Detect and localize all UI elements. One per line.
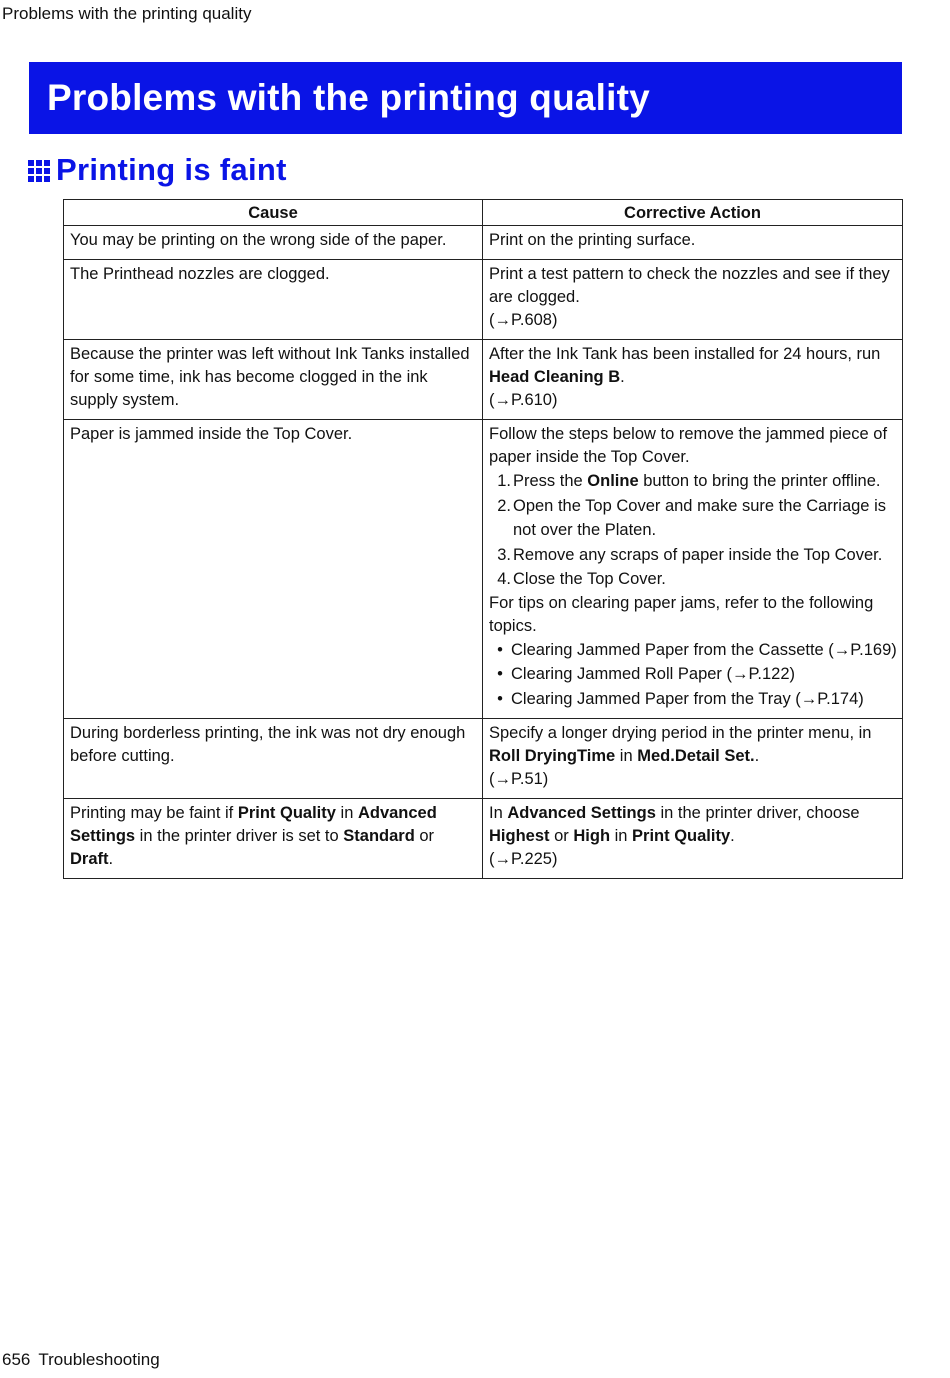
setting-term: Print Quality: [632, 827, 731, 845]
action-cell: [483, 340, 903, 420]
action-text-part: in: [615, 747, 638, 765]
setting-term: Highest: [489, 827, 550, 845]
list-item: [489, 638, 897, 663]
cause-text-part: in: [335, 804, 358, 822]
table-row: [64, 799, 903, 879]
action-text-part: .: [730, 827, 735, 845]
list-item: [489, 662, 897, 687]
table-row: [64, 226, 903, 260]
cause-cell: [64, 340, 483, 420]
bullet-icon: •: [497, 689, 503, 708]
table-header-row: [64, 200, 903, 226]
action-text: [489, 802, 897, 848]
action-text: [489, 343, 897, 389]
list-item: [489, 567, 897, 592]
step-text: Close the Top Cover.: [513, 570, 666, 588]
action-cell: [483, 226, 903, 260]
page-reference-link[interactable]: (→P.608): [489, 311, 558, 329]
action-text-part: in: [610, 827, 633, 845]
cause-action-table: [63, 199, 903, 879]
step-number: 3.: [497, 545, 511, 564]
setting-term: High: [573, 827, 611, 845]
step-text: Remove any scraps of paper inside the Top Cover.: [513, 545, 883, 564]
action-cell: [483, 719, 903, 799]
page-number: 656: [2, 1350, 31, 1369]
page-reference-link[interactable]: (→P.610): [489, 391, 558, 409]
action-intro: Follow the steps below to remove the jammed piece of paper inside the Top Cover.: [489, 425, 888, 466]
cause-cell: [64, 226, 483, 260]
action-text: Print on the printing surface.: [489, 231, 696, 249]
footer-section: Troubleshooting: [38, 1350, 160, 1369]
column-header-action: Corrective Action: [483, 200, 903, 226]
step-number: 4.: [497, 570, 511, 588]
cause-text: You may be printing on the wrong side of the paper.: [70, 231, 447, 249]
step-text: [513, 469, 881, 494]
step-number: 2.: [497, 496, 511, 515]
topic-link[interactable]: Clearing Jammed Paper from the Tray (→P.174): [511, 689, 864, 708]
page-title: Problems with the printing quality: [47, 77, 650, 118]
action-text-part: or: [549, 827, 574, 845]
topic-link[interactable]: Clearing Jammed Paper from the Cassette (→P.169): [511, 640, 897, 659]
step-number: 1.: [497, 472, 511, 490]
action-text-part: .: [754, 747, 760, 765]
cause-text: Paper is jammed inside the Top Cover.: [70, 425, 353, 443]
menu-term: Roll DryingTime: [489, 747, 616, 765]
list-item: [489, 687, 897, 712]
title-bar: [29, 62, 902, 134]
topic-link[interactable]: Clearing Jammed Roll Paper (→P.122): [511, 665, 795, 683]
action-text-part: Specify a longer drying period in the printer menu, in: [489, 724, 872, 742]
action-text: Print a test pattern to check the nozzles and see if they are clogged.: [489, 265, 890, 306]
page-footer: [2, 1350, 160, 1370]
section-heading: [28, 152, 287, 188]
cause-text: [70, 804, 437, 868]
cause-text-part: in the printer driver is set to: [135, 827, 344, 845]
table-row: [64, 719, 903, 799]
step-text-part: button to bring the printer offline.: [638, 472, 881, 490]
menu-term: Med.Detail Set.: [637, 747, 755, 765]
cause-cell: [64, 260, 483, 340]
bullet-icon: •: [497, 665, 503, 683]
table-row: [64, 340, 903, 420]
setting-term: Advanced Settings: [507, 804, 656, 822]
setting-term: Standard: [343, 827, 415, 845]
list-item: [489, 494, 897, 543]
setting-term: Print Quality: [237, 804, 336, 822]
running-header: Problems with the printing quality: [2, 4, 252, 23]
grid-icon: [28, 160, 50, 182]
setting-term: Draft: [70, 850, 109, 868]
column-header-cause: Cause: [64, 200, 483, 226]
action-text-part: After the Ink Tank has been installed for 24 hours, run: [489, 345, 881, 363]
page-reference-link[interactable]: (→P.225): [489, 850, 558, 868]
action-cell: [483, 420, 903, 719]
topic-links-list: [489, 638, 897, 712]
action-text-part: In: [489, 804, 508, 822]
table-row: [64, 260, 903, 340]
action-text-part: .: [620, 368, 625, 386]
steps-list: [489, 469, 897, 592]
action-cell: [483, 799, 903, 879]
cause-text-part: .: [108, 850, 114, 868]
cause-text: During borderless printing, the ink was not dry enough before cutting.: [70, 724, 466, 765]
list-item: [489, 543, 897, 568]
cause-text: The Printhead nozzles are clogged.: [70, 265, 330, 283]
action-cell: [483, 260, 903, 340]
cause-cell: [64, 420, 483, 719]
action-text-part: in the printer driver, choose: [655, 804, 860, 822]
tips-text: For tips on clearing paper jams, refer to the following topics.: [489, 593, 874, 635]
menu-term: Head Cleaning B: [489, 368, 621, 386]
cause-cell: [64, 719, 483, 799]
step-text-part: Press the: [513, 472, 588, 490]
step-text: Open the Top Cover and make sure the Carriage is not over the Platen.: [513, 496, 886, 539]
button-term: Online: [587, 472, 639, 490]
page-reference-link[interactable]: (→P.51): [489, 770, 549, 788]
cause-text: Because the printer was left without Ink Tanks installed for some time, ink has become clogged in the ink supply system.: [70, 345, 470, 409]
list-item: [489, 469, 897, 494]
section-title: Printing is faint: [56, 152, 287, 187]
table-row: [64, 420, 903, 719]
setting-term: Advanced Settings: [70, 804, 437, 845]
cause-cell: [64, 799, 483, 879]
cause-text-part: Printing may be faint if: [70, 804, 238, 822]
action-text: [489, 722, 897, 768]
bullet-icon: •: [497, 640, 503, 659]
cause-text-part: or: [414, 827, 435, 845]
